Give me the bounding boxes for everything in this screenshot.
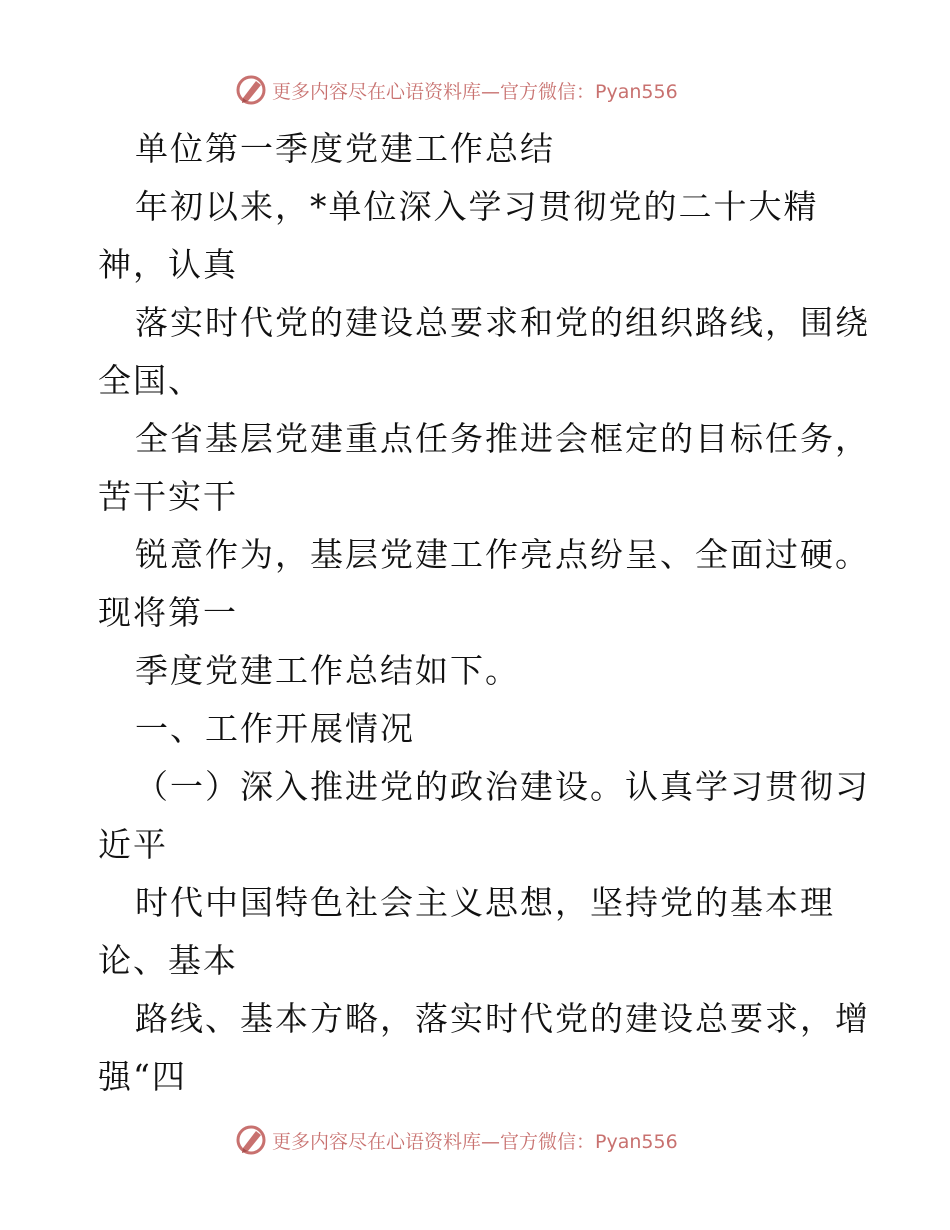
text-line: 现将第一 bbox=[98, 593, 238, 632]
watermark-text: 更多内容尽在心语资料库—官方微信：Pyan556 bbox=[272, 80, 678, 103]
text-line: 全国、 bbox=[98, 361, 203, 400]
text-line: 路线、基本方略，落实时代党的建设总要求，增 bbox=[135, 999, 870, 1038]
text-line: 单位第一季度党建工作总结 bbox=[135, 129, 555, 168]
text-line: 锐意作为，基层党建工作亮点纷呈、全面过硬。 bbox=[135, 535, 870, 574]
text-line: （一）深入推进党的政治建设。认真学习贯彻习 bbox=[135, 767, 870, 806]
text-line: 季度党建工作总结如下。 bbox=[135, 651, 520, 690]
text-line: 近平 bbox=[98, 825, 168, 864]
text-line: 强“四 bbox=[98, 1057, 187, 1096]
text-line: 全省基层党建重点任务推进会框定的目标任务， bbox=[135, 419, 870, 458]
text-line: 神，认真 bbox=[98, 245, 238, 284]
footer-watermark bbox=[234, 1120, 678, 1160]
text-line: 年初以来，*单位深入学习贯彻党的二十大精 bbox=[135, 187, 819, 226]
text-line: 时代中国特色社会主义思想，坚持党的基本理 bbox=[135, 883, 835, 922]
document-body bbox=[98, 120, 870, 1106]
text-line: 论、基本 bbox=[98, 941, 238, 980]
pen-logo-icon bbox=[234, 1123, 268, 1157]
header-watermark bbox=[234, 70, 678, 110]
pen-logo-icon bbox=[234, 73, 268, 107]
text-line: 一、工作开展情况 bbox=[135, 709, 415, 748]
text-line: 苦干实干 bbox=[98, 477, 238, 516]
text-line: 落实时代党的建设总要求和党的组织路线，围绕 bbox=[135, 303, 870, 342]
watermark-text: 更多内容尽在心语资料库—官方微信：Pyan556 bbox=[272, 1130, 678, 1153]
